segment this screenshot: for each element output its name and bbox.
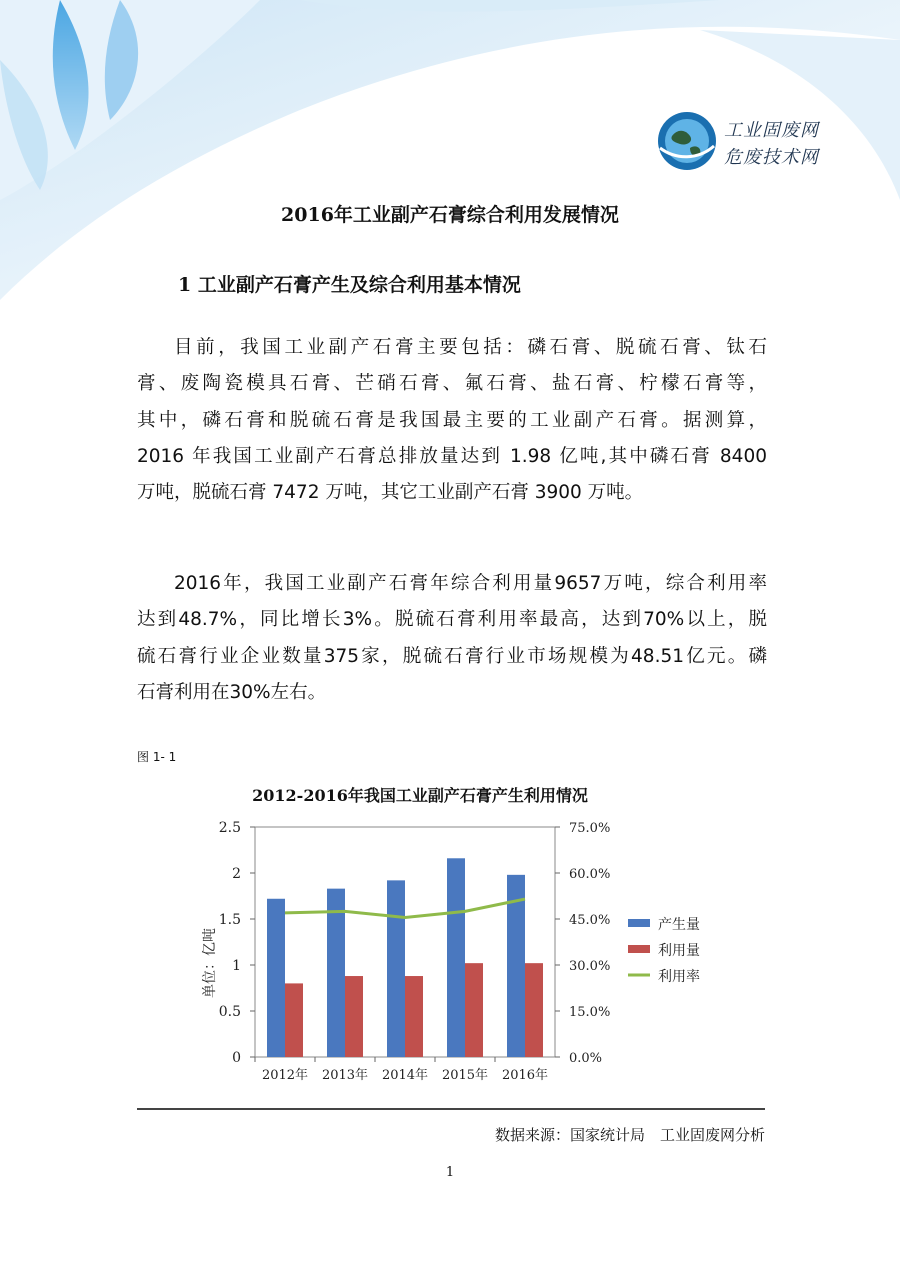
paragraph-2 — [137, 566, 767, 711]
legend-swatch — [628, 919, 650, 927]
x-tick-label: 2012年 — [261, 1068, 309, 1083]
y-tick-label: 2 — [232, 866, 241, 882]
x-tick-label: 2016年 — [501, 1068, 549, 1083]
globe-icon — [656, 110, 718, 172]
site-logo — [656, 110, 826, 172]
x-tick-label: 2013年 — [321, 1068, 369, 1083]
bar-利用量 — [405, 976, 423, 1057]
y-tick-label: 1.5 — [218, 912, 241, 928]
bar-利用量 — [285, 983, 303, 1057]
y-tick-label: 0.5 — [218, 1004, 241, 1020]
paragraph-line: 2016 年我国工业副产石膏总排放量达到 1.98 亿吨,其中磷石膏 8400 — [137, 445, 767, 467]
y2-tick-label: 30.0% — [569, 959, 611, 974]
y-tick-label: 1 — [232, 958, 241, 974]
bar-利用量 — [525, 963, 543, 1057]
y2-tick-label: 45.0% — [569, 913, 611, 928]
legend-label: 产生量 — [658, 917, 700, 933]
y2-tick-label: 0.0% — [569, 1051, 603, 1066]
bar-利用量 — [345, 976, 363, 1057]
y2-tick-label: 15.0% — [569, 1005, 611, 1020]
chart-title: 2012-2016年我国工业副产石膏产生利用情况 — [252, 786, 588, 805]
document-title: 2016年工业副产石膏综合利用发展情况 — [281, 204, 619, 226]
data-source: 数据来源：国家统计局 工业固废网分析 — [494, 1126, 765, 1144]
paragraph-line: 2016年，我国工业副产石膏年综合利用量9657万吨，综合利用率 — [174, 573, 767, 594]
bar-产生量 — [447, 858, 465, 1057]
legend-swatch — [628, 945, 650, 953]
section-heading: 1 工业副产石膏产生及综合利用基本情况 — [178, 274, 521, 296]
paragraph-line: 目前，我国工业副产石膏主要包括：磷石膏、脱硫石膏、钛石 — [174, 337, 767, 358]
paragraph-line: 硫石膏行业企业数量375家，脱硫石膏行业市场规模为48.51亿元。磷 — [137, 645, 767, 667]
bar-利用量 — [465, 963, 483, 1057]
bar-产生量 — [267, 899, 285, 1057]
bar-line-chart — [0, 775, 900, 1095]
paragraph-line: 石膏利用在30%左右。 — [137, 681, 327, 703]
x-tick-label: 2015年 — [441, 1068, 489, 1083]
paragraph-line: 达到48.7%，同比增长3%。脱硫石膏利用率最高，达到70%以上，脱 — [137, 609, 767, 631]
y2-tick-label: 60.0% — [569, 867, 611, 882]
legend-label: 利用量 — [658, 943, 700, 959]
bar-产生量 — [387, 880, 405, 1057]
y-axis-label: 单位：亿吨 — [202, 928, 218, 998]
y2-tick-label: 75.0% — [569, 821, 611, 836]
figure-label: 图 1- 1 — [137, 750, 177, 764]
footer-divider — [137, 1108, 765, 1110]
x-tick-label: 2014年 — [381, 1068, 429, 1083]
y-tick-label: 0 — [232, 1050, 241, 1066]
paragraph-line: 其中，磷石膏和脱硫石膏是我国最主要的工业副产石膏。据测算， — [137, 409, 767, 431]
y-tick-label: 2.5 — [218, 820, 241, 836]
paragraph-line: 膏、废陶瓷模具石膏、芒硝石膏、氟石膏、盐石膏、柠檬石膏等， — [137, 373, 767, 395]
page-number: 1 — [445, 1165, 455, 1180]
bar-产生量 — [327, 889, 345, 1057]
paragraph-line: 万吨，脱硫石膏 7472 万吨，其它工业副产石膏 3900 万吨。 — [137, 482, 644, 504]
logo-text-line1: 工业固废网 — [724, 120, 819, 141]
paragraph-1 — [137, 330, 767, 511]
legend-label: 利用率 — [658, 969, 700, 985]
logo-text-line2: 危废技术网 — [724, 147, 819, 168]
